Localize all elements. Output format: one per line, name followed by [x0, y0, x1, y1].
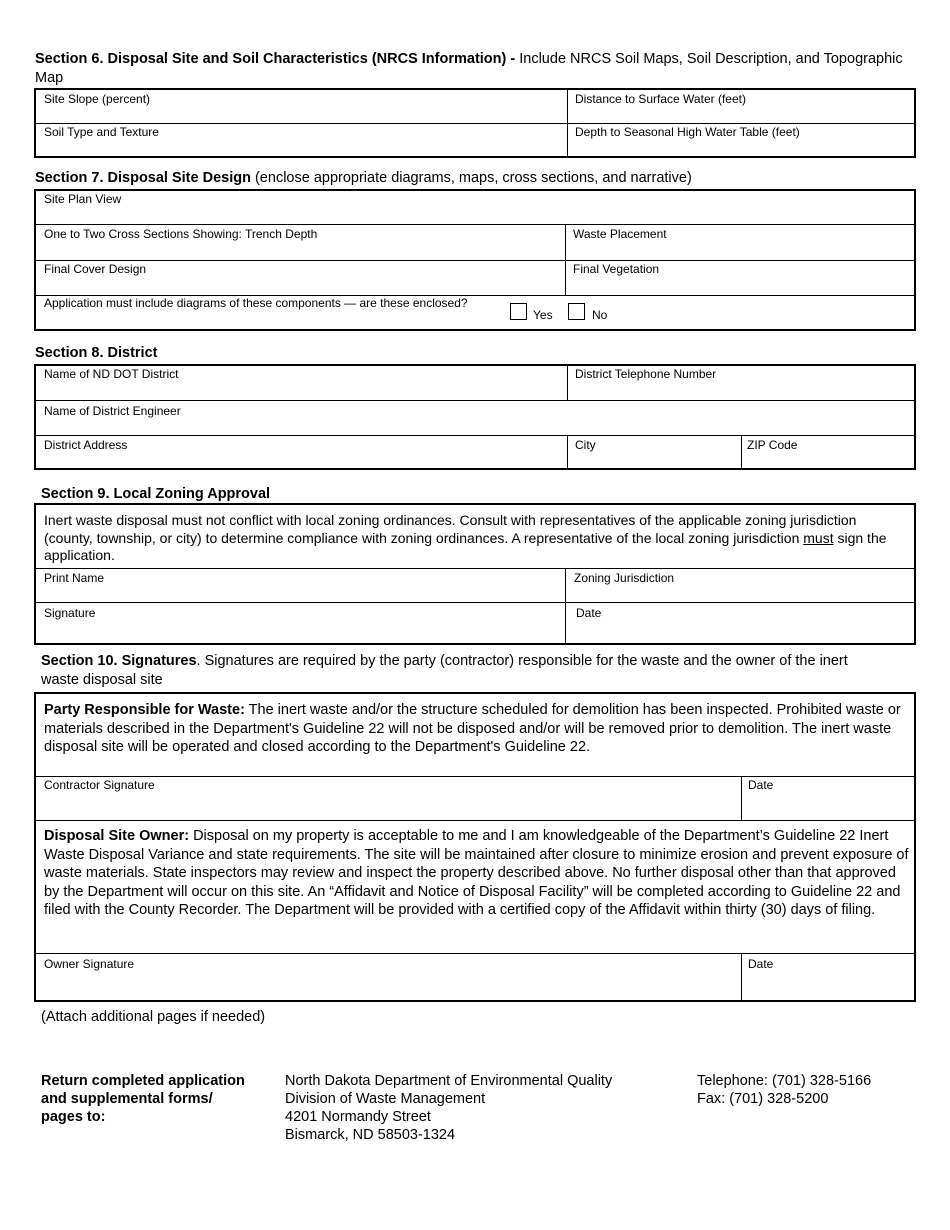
owner-signature-field[interactable]: Owner Signature: [44, 957, 135, 971]
cross-sections-field[interactable]: One to Two Cross Sections Showing: Trench Depth: [44, 227, 318, 241]
contractor-signature-field[interactable]: Contractor Signature: [44, 778, 155, 792]
section10-table: [34, 692, 916, 1002]
section10-title-rest: . Signatures are required by the party (contractor) responsible for the waste and the owner of the inert waste disposal site: [41, 653, 848, 688]
section9-paragraph: [44, 512, 904, 565]
section7-table: [34, 189, 916, 331]
section7-title: [35, 169, 915, 188]
return-line3: pages to:: [41, 1109, 106, 1125]
mailing-address: [285, 1072, 612, 1144]
district-address-field[interactable]: District Address: [44, 438, 128, 452]
section10-title-bold: Section 10. Signatures: [41, 653, 197, 669]
return-line1: Return completed application: [41, 1073, 245, 1089]
return-instructions: [41, 1072, 245, 1126]
telephone: Telephone: (701) 328-5166: [697, 1073, 872, 1089]
district-name-field[interactable]: Name of ND DOT District: [44, 367, 179, 381]
party-responsible-text: The inert waste and/or the structure scheduled for demolition has been inspected. Prohibited waste or materials described in the Department's Guideline 22 will not be disposed and/or will be removed prior to demolition. The inert waste disposal site will be operated and closed according to the Department's Guideline 22.: [44, 702, 901, 755]
return-line2: and supplemental forms/: [41, 1091, 213, 1107]
section6-title: [35, 50, 915, 88]
party-responsible-heading: Party Responsible for Waste:: [44, 702, 245, 718]
site-slope-field[interactable]: Site Slope (percent): [44, 92, 151, 106]
no-label: No: [592, 308, 608, 322]
contact-info: [697, 1072, 871, 1108]
owner-date-field[interactable]: Date: [748, 957, 774, 971]
section6-title-rest: Include NRCS Soil Maps, Soil Description, and Topographic Map: [35, 51, 903, 86]
section7-title-rest: (enclose appropriate diagrams, maps, cross sections, and narrative): [250, 170, 692, 186]
section10-title: [41, 652, 871, 690]
zoning-jurisdiction-field[interactable]: Zoning Jurisdiction: [574, 571, 675, 585]
disposal-owner-heading: Disposal Site Owner:: [44, 828, 190, 844]
contractor-date-field[interactable]: Date: [748, 778, 774, 792]
section9-title: [41, 485, 270, 504]
section9-para-must: must: [803, 529, 834, 546]
section8-table: [34, 364, 916, 470]
section6-table: [34, 88, 916, 158]
diagrams-question: Application must include diagrams of these components — are these enclosed?: [44, 296, 468, 310]
address-line4: Bismarck, ND 58503-1324: [285, 1127, 456, 1143]
district-phone-field[interactable]: District Telephone Number: [575, 367, 717, 381]
address-line1: North Dakota Department of Environmental Quality: [285, 1073, 613, 1089]
engineer-name-field[interactable]: Name of District Engineer: [44, 404, 181, 418]
no-checkbox[interactable]: [568, 303, 585, 320]
attach-note: (Attach additional pages if needed): [41, 1009, 266, 1025]
disposal-owner-text: Disposal on my property is acceptable to me and I am knowledgeable of the Department’s Guideline 22 Inert Waste Disposal Variance and state requirements. The site will be maintained after closure to minimize erosion and prevent exposure of waste materials. State inspectors may review and inspect the property described above. No further disposal other than that approved by the Department will occur on this site. An “Affidavit and Notice of Disposal Facility” will be completed according to Guideline 22 and filed with the County Recorder. The Department will be provided with a certified copy of the Affidavit within thirty (30) days of filing.: [44, 828, 909, 918]
section9-para-part1: Inert waste disposal must not conflict with local zoning ordinances. Consult with representatives of the applicable zoning jurisdiction (county, township, or city) to determine compliance with zoning ordinances. A representative of the local zoning jurisdiction: [44, 512, 857, 546]
section6-title-bold: Section 6. Disposal Site and Soil Characteristics (NRCS Information) -: [35, 51, 516, 67]
zip-field[interactable]: ZIP Code: [747, 438, 798, 452]
section7-title-bold: Section 7. Disposal Site Design: [35, 170, 251, 186]
section9-title-text: Section 9. Local Zoning Approval: [41, 486, 271, 502]
section8-title-text: Section 8. District: [35, 345, 158, 361]
party-responsible-paragraph: [44, 701, 910, 757]
yes-label: Yes: [533, 308, 553, 322]
soil-type-field[interactable]: Soil Type and Texture: [44, 125, 159, 139]
distance-surface-water-field[interactable]: Distance to Surface Water (feet): [575, 92, 746, 106]
final-cover-field[interactable]: Final Cover Design: [44, 262, 147, 276]
final-vegetation-field[interactable]: Final Vegetation: [573, 262, 660, 276]
address-line3: 4201 Normandy Street: [285, 1109, 431, 1125]
site-plan-view-field[interactable]: Site Plan View: [44, 192, 122, 206]
yes-checkbox[interactable]: [510, 303, 527, 320]
section9-table: [34, 503, 916, 645]
section8-title: [35, 344, 157, 363]
city-field[interactable]: City: [575, 438, 596, 452]
print-name-field[interactable]: Print Name: [44, 571, 105, 585]
fax: Fax: (701) 328-5200: [697, 1091, 829, 1107]
zoning-signature-field[interactable]: Signature: [44, 606, 96, 620]
depth-water-table-field[interactable]: Depth to Seasonal High Water Table (feet): [575, 125, 800, 139]
zoning-date-field[interactable]: Date: [576, 606, 602, 620]
waste-placement-field[interactable]: Waste Placement: [573, 227, 667, 241]
section9-para-part2: sign the application.: [44, 529, 887, 563]
disposal-owner-paragraph: [44, 827, 910, 920]
address-line2: Division of Waste Management: [285, 1091, 486, 1107]
